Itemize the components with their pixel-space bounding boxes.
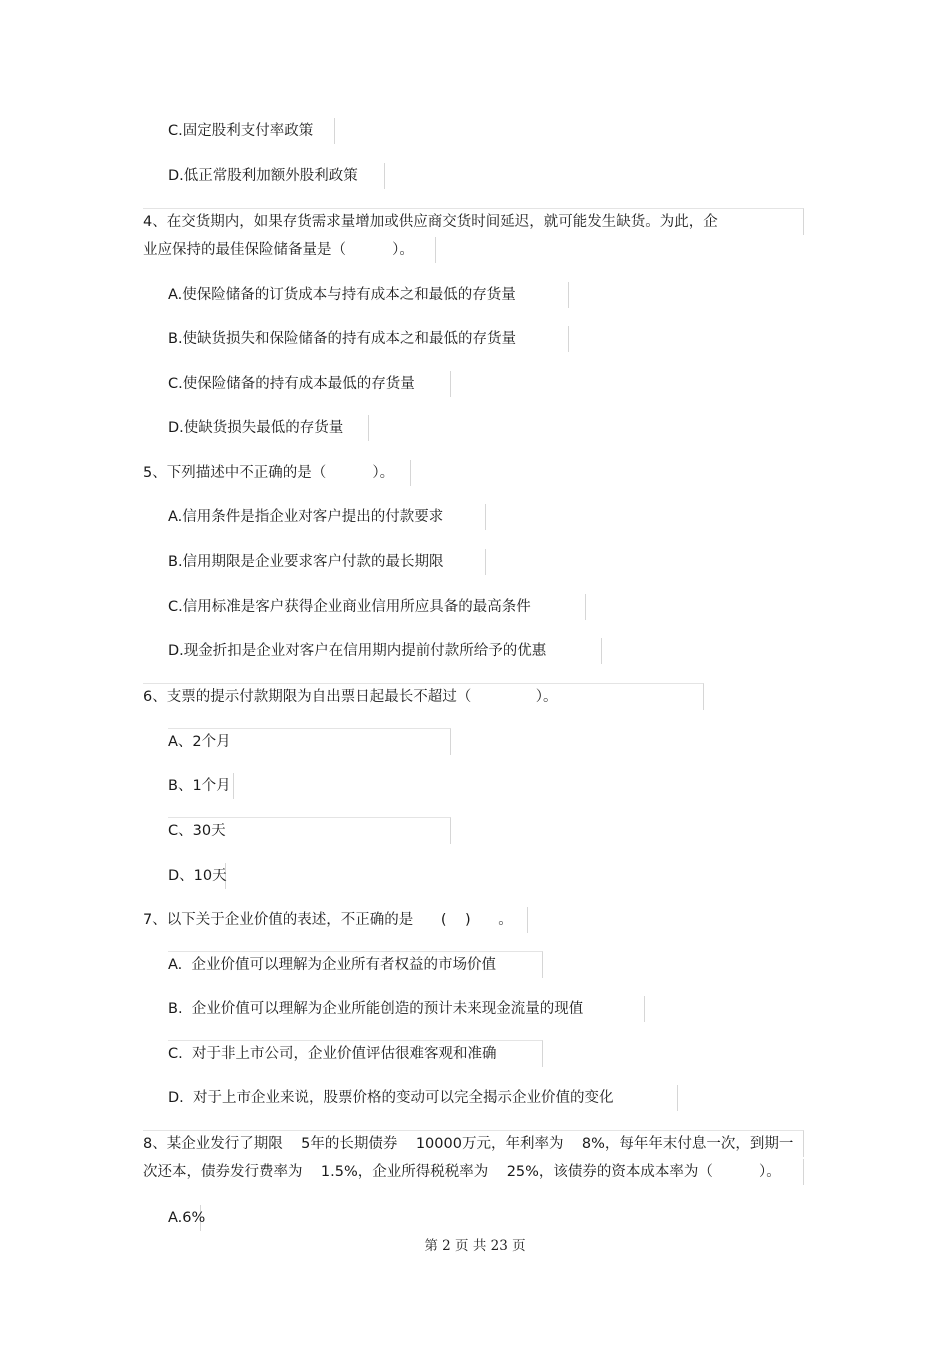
question-4-line-2: 业应保持的最佳保险储备量是（ ）。: [143, 237, 436, 263]
q6-option-a: A、2个月: [168, 728, 451, 755]
page-number-footer: 第 2 页 共 23 页: [424, 1238, 526, 1254]
q5-option-a: A.信用条件是指企业对客户提出的付款要求: [168, 504, 486, 530]
q4-option-c: C.使保险储备的持有成本最低的存货量: [168, 371, 451, 397]
q5-option-d: D.现金折扣是企业对客户在信用期内提前付款所给予的优惠: [168, 638, 602, 664]
q7-option-a: A. 企业价值可以理解为企业所有者权益的市场价值: [168, 951, 543, 978]
question-8-line-1: 8、某企业发行了期限 5年的长期债券 10000万元，年利率为 8%，每年年末付息一次，到期一: [143, 1130, 804, 1157]
line-c-fixed-dividend: C.固定股利支付率政策: [168, 118, 335, 144]
question-6: 6、支票的提示付款期限为自出票日起最长不超过（ ）。: [143, 683, 704, 710]
q7-option-c: C. 对于非上市公司，企业价值评估很难客观和准确: [168, 1040, 543, 1067]
question-7: 7、以下关于企业价值的表述，不正确的是 ( ) 。: [143, 907, 528, 933]
q4-option-b: B.使缺货损失和保险储备的持有成本之和最低的存货量: [168, 326, 569, 352]
question-5: 5、下列描述中不正确的是（ ）。: [143, 460, 411, 486]
q4-option-a: A.使保险储备的订货成本与持有成本之和最低的存货量: [168, 282, 569, 308]
q8-option-a: A.6%: [168, 1205, 201, 1231]
question-8-line-2: 次还本，债券发行费率为 1.5%，企业所得税税率为 25%，该债券的资本成本率为（ ）。: [143, 1159, 804, 1185]
q6-option-c: C、30天: [168, 817, 451, 844]
q4-option-d: D.使缺货损失最低的存货量: [168, 415, 369, 441]
question-4-line-1: 4、在交货期内，如果存货需求量增加或供应商交货时间延迟，就可能发生缺货。为此，企: [143, 208, 804, 235]
q6-option-d: D、10天: [168, 863, 226, 889]
q5-option-b: B.信用期限是企业要求客户付款的最长期限: [168, 549, 486, 575]
q7-option-b: B. 企业价值可以理解为企业所能创造的预计未来现金流量的现值: [168, 996, 645, 1022]
q7-option-d: D. 对于上市企业来说，股票价格的变动可以完全揭示企业价值的变化: [168, 1085, 678, 1111]
q6-option-b: B、1个月: [168, 773, 234, 799]
q5-option-c: C.信用标准是客户获得企业商业信用所应具备的最高条件: [168, 594, 586, 620]
line-d-low-dividend: D.低正常股利加额外股利政策: [168, 163, 385, 189]
